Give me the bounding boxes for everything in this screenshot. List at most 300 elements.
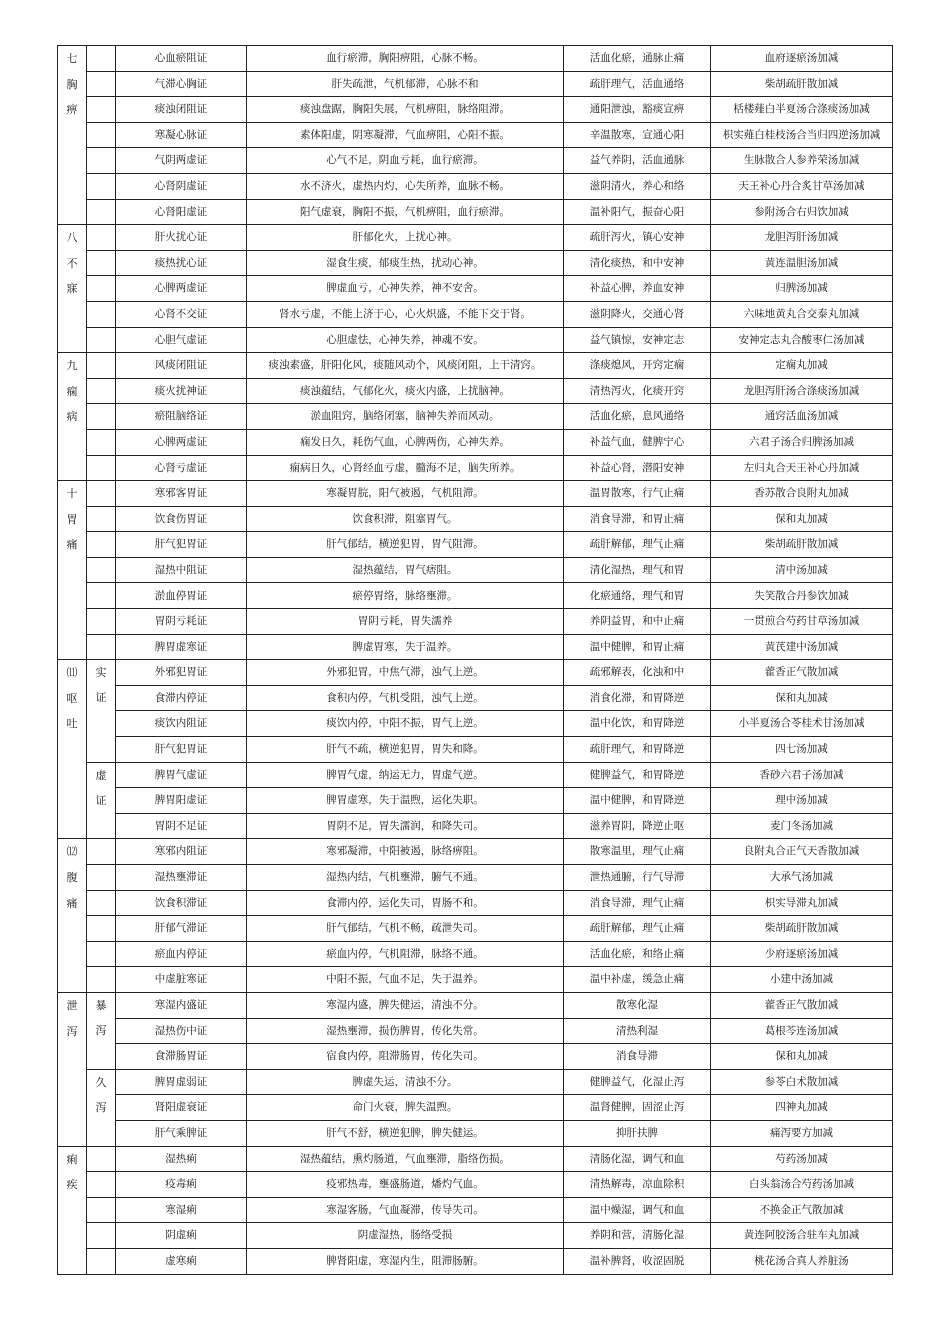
pathogenesis-text: 外邪犯胃，中焦气滞，浊气上逆。 <box>247 660 564 686</box>
pathogenesis-text: 痫病日久，心肾经血亏虚，髓海不足，脑失所养。 <box>247 455 564 481</box>
subtype-label-char: 虚 <box>95 768 107 782</box>
syndrome-name: 湿热壅滞证 <box>116 865 247 891</box>
treatment-principle: 滋阴清火，养心和络 <box>564 173 711 199</box>
table-row <box>58 1120 893 1146</box>
disease-label-char: 泄 <box>66 998 78 1012</box>
table-row <box>58 583 893 609</box>
disease-label-char: 呕 <box>66 691 78 705</box>
formula-name: 大承气汤加减 <box>711 865 893 891</box>
formula-name: 保和丸加减 <box>711 685 893 711</box>
syndrome-name: 肾阳虚衰证 <box>116 1095 247 1121</box>
table-row <box>58 660 893 686</box>
pathogenesis-text: 疫邪热毒，壅盛肠道，燔灼气血。 <box>247 1172 564 1198</box>
treatment-principle: 疏肝解郁，理气止痛 <box>564 916 711 942</box>
syndrome-name: 寒邪客胃证 <box>116 481 247 507</box>
syndrome-name: 心血瘀阻证 <box>116 46 247 72</box>
formula-name: 不换金正气散加减 <box>711 1197 893 1223</box>
pathogenesis-text: 湿食生痰，郁痰生热，扰动心神。 <box>247 250 564 276</box>
treatment-principle: 滋养胃阴，降逆止呕 <box>564 813 711 839</box>
pathogenesis-text: 脾虚胃寒，失于温养。 <box>247 634 564 660</box>
table-row <box>58 225 893 251</box>
disease-label <box>58 46 87 225</box>
table-row <box>58 1095 893 1121</box>
syndrome-name: 痰浊闭阻证 <box>116 97 247 123</box>
disease-label <box>58 660 87 839</box>
treatment-principle: 益气镇惊，安神定志 <box>564 327 711 353</box>
table-row <box>58 992 893 1018</box>
blank-subtype-cell <box>87 97 116 123</box>
blank-subtype-cell <box>87 173 116 199</box>
blank-subtype-cell <box>87 327 116 353</box>
table-row <box>58 327 893 353</box>
treatment-principle: 清热利湿 <box>564 1018 711 1044</box>
formula-name: 香砂六君子汤加减 <box>711 762 893 788</box>
table-row <box>58 1069 893 1095</box>
disease-label-char: 十 <box>66 487 78 501</box>
pathogenesis-text: 痰浊素盛，肝阳化风，痰随风动个，风痰闭阻，上干清窍。 <box>247 353 564 379</box>
subtype-label-char: 泻 <box>95 1100 107 1114</box>
pathogenesis-text: 阳气虚衰，胸阳不振，气机痹阻，血行瘀滞。 <box>247 199 564 225</box>
table-row <box>58 1146 893 1172</box>
formula-name: 血府逐瘀汤加减 <box>711 46 893 72</box>
syndrome-name: 脾胃气虚证 <box>116 762 247 788</box>
syndrome-table-sheet <box>57 45 892 1297</box>
disease-label-char: 痫 <box>66 384 78 398</box>
disease-label-char: 痢 <box>66 1152 78 1166</box>
treatment-principle: 泄热通腑，行气导滞 <box>564 865 711 891</box>
syndrome-name: 寒湿痢 <box>116 1197 247 1223</box>
treatment-principle: 养阴益胃，和中止痛 <box>564 609 711 635</box>
table-row <box>58 711 893 737</box>
subtype-label <box>87 1069 116 1146</box>
blank-subtype-cell <box>87 941 116 967</box>
table-row <box>58 916 893 942</box>
syndrome-name: 胃阴不足证 <box>116 813 247 839</box>
treatment-principle: 温中化饮，和胃降逆 <box>564 711 711 737</box>
pathogenesis-text: 肝气不疏，横逆犯胃，胃失和降。 <box>247 737 564 763</box>
table-row <box>58 506 893 532</box>
disease-label-char: 寐 <box>66 282 78 296</box>
formula-name: 保和丸加减 <box>711 1044 893 1070</box>
formula-name: 白头翁汤合芍药汤加减 <box>711 1172 893 1198</box>
pathogenesis-text: 肾水亏虚，不能上济于心，心火炽盛，不能下交于肾。 <box>247 301 564 327</box>
table-row <box>58 557 893 583</box>
blank-subtype-cell <box>87 225 116 251</box>
formula-name: 柴胡疏肝散加减 <box>711 71 893 97</box>
syndrome-name: 湿热伤中证 <box>116 1018 247 1044</box>
blank-subtype-cell <box>87 378 116 404</box>
formula-name: 良附丸合正气天香散加减 <box>711 839 893 865</box>
subtype-label <box>87 992 116 1069</box>
treatment-principle: 补益心脾，养血安神 <box>564 276 711 302</box>
formula-name: 香苏散合良附丸加减 <box>711 481 893 507</box>
syndrome-name: 心脾两虚证 <box>116 276 247 302</box>
formula-name: 理中汤加减 <box>711 788 893 814</box>
treatment-principle: 活血化瘀，和络止痛 <box>564 941 711 967</box>
syndrome-name: 风痰闭阻证 <box>116 353 247 379</box>
syndrome-name: 胃阴亏耗证 <box>116 609 247 635</box>
blank-subtype-cell <box>87 481 116 507</box>
table-row <box>58 532 893 558</box>
pathogenesis-text: 湿热壅滞，损伤脾胃，传化失常。 <box>247 1018 564 1044</box>
treatment-principle: 疏肝泻火，镇心安神 <box>564 225 711 251</box>
formula-name: 栝楼薤白半夏汤合涤痰汤加减 <box>711 97 893 123</box>
treatment-principle: 化瘀通络，理气和胃 <box>564 583 711 609</box>
subtype-label <box>87 660 116 762</box>
pathogenesis-text: 寒湿内盛，脾失健运，清浊不分。 <box>247 992 564 1018</box>
pathogenesis-text: 脾肾阳虚，寒湿内生，阻滞肠腑。 <box>247 1248 564 1274</box>
formula-name: 小建中汤加减 <box>711 967 893 993</box>
table-row <box>58 173 893 199</box>
treatment-principle: 通阳泄浊，豁痰宣痹 <box>564 97 711 123</box>
pathogenesis-text: 痰浊盘踞，胸阳失展，气机痹阻，脉络阻滞。 <box>247 97 564 123</box>
formula-name: 葛根芩连汤加减 <box>711 1018 893 1044</box>
table-row <box>58 941 893 967</box>
table-row <box>58 97 893 123</box>
table-row <box>58 46 893 72</box>
table-row <box>58 762 893 788</box>
syndrome-name: 气阴两虚证 <box>116 148 247 174</box>
formula-name: 黄连温胆汤加减 <box>711 250 893 276</box>
syndrome-name: 心脾两虚证 <box>116 429 247 455</box>
table-row <box>58 1248 893 1274</box>
treatment-principle: 清化痰热，和中安神 <box>564 250 711 276</box>
treatment-principle: 清肠化湿，调气和血 <box>564 1146 711 1172</box>
table-row <box>58 634 893 660</box>
blank-subtype-cell <box>87 148 116 174</box>
subtype-label-char: 久 <box>95 1075 107 1089</box>
syndrome-table <box>57 45 893 1275</box>
treatment-principle: 抑肝扶脾 <box>564 1120 711 1146</box>
pathogenesis-text: 阴虚湿热，肠络受损 <box>247 1223 564 1249</box>
pathogenesis-text: 宿食内停，阻滞肠胃，传化失司。 <box>247 1044 564 1070</box>
pathogenesis-text: 水不济火，虚热内灼，心失所养，血脉不畅。 <box>247 173 564 199</box>
pathogenesis-text: 心胆虚怯，心神失养，神魂不安。 <box>247 327 564 353</box>
syndrome-name: 湿热痢 <box>116 1146 247 1172</box>
pathogenesis-text: 食积内停，气机受阻，浊气上逆。 <box>247 685 564 711</box>
formula-name: 黄连阿胶汤合驻车丸加减 <box>711 1223 893 1249</box>
blank-subtype-cell <box>87 1197 116 1223</box>
pathogenesis-text: 湿热内结，气机壅滞，腑气不通。 <box>247 865 564 891</box>
pathogenesis-text: 痰浊蕴结，气郁化火，痰火内盛，上扰脑神。 <box>247 378 564 404</box>
blank-subtype-cell <box>87 199 116 225</box>
blank-subtype-cell <box>87 250 116 276</box>
treatment-principle: 涤痰熄风，开窍定痫 <box>564 353 711 379</box>
treatment-principle: 益气养阴，活血通脉 <box>564 148 711 174</box>
pathogenesis-text: 寒凝胃脘，阳气被遏，气机阻滞。 <box>247 481 564 507</box>
pathogenesis-text: 胃阴亏耗，胃失濡养 <box>247 609 564 635</box>
pathogenesis-text: 肝气郁结，气机不畅，疏泄失司。 <box>247 916 564 942</box>
formula-name: 天王补心丹合炙甘草汤加减 <box>711 173 893 199</box>
treatment-principle: 温中健脾，和胃止痛 <box>564 634 711 660</box>
disease-label-char: 不 <box>66 256 78 270</box>
blank-subtype-cell <box>87 301 116 327</box>
formula-name: 柴胡疏肝散加减 <box>711 532 893 558</box>
table-row <box>58 865 893 891</box>
subtype-label-char: 泻 <box>95 1023 107 1037</box>
disease-label-char: 痛 <box>66 896 78 910</box>
treatment-principle: 温补脾肾，收涩固脱 <box>564 1248 711 1274</box>
disease-label-char: 病 <box>66 410 78 424</box>
formula-name: 芍药汤加减 <box>711 1146 893 1172</box>
blank-subtype-cell <box>87 609 116 635</box>
disease-label <box>58 225 87 353</box>
pathogenesis-text: 淤血阻窍，脑络闭塞，脑神失养而风动。 <box>247 404 564 430</box>
treatment-principle: 消食导滞 <box>564 1044 711 1070</box>
syndrome-name: 阴虚痢 <box>116 1223 247 1249</box>
table-row <box>58 788 893 814</box>
blank-subtype-cell <box>87 506 116 532</box>
pathogenesis-text: 瘀停胃络，脉络壅滞。 <box>247 583 564 609</box>
treatment-principle: 健脾益气，化湿止泻 <box>564 1069 711 1095</box>
blank-subtype-cell <box>87 865 116 891</box>
formula-name: 小半夏汤合苓桂术甘汤加减 <box>711 711 893 737</box>
table-row <box>58 1197 893 1223</box>
syndrome-name: 瘀阻脑络证 <box>116 404 247 430</box>
formula-name: 安神定志丸合酸枣仁汤加减 <box>711 327 893 353</box>
blank-subtype-cell <box>87 634 116 660</box>
formula-name: 藿香正气散加减 <box>711 660 893 686</box>
disease-label <box>58 1146 87 1274</box>
formula-name: 归脾汤加减 <box>711 276 893 302</box>
table-row <box>58 301 893 327</box>
blank-subtype-cell <box>87 916 116 942</box>
blank-subtype-cell <box>87 1223 116 1249</box>
subtype-label-char: 实 <box>95 666 107 680</box>
treatment-principle: 辛温散寒，宣通心阳 <box>564 122 711 148</box>
syndrome-name: 肝火扰心证 <box>116 225 247 251</box>
table-row <box>58 378 893 404</box>
blank-subtype-cell <box>87 967 116 993</box>
syndrome-name: 肝气犯胃证 <box>116 532 247 558</box>
blank-subtype-cell <box>87 532 116 558</box>
syndrome-name: 饮食积滞证 <box>116 890 247 916</box>
syndrome-name: 中虚脏寒证 <box>116 967 247 993</box>
subtype-label <box>87 762 116 839</box>
formula-name: 六君子汤合归脾汤加减 <box>711 429 893 455</box>
disease-label-char: 泻 <box>66 1024 78 1038</box>
syndrome-name: 肝郁气滞证 <box>116 916 247 942</box>
disease-label-char: 八 <box>66 231 78 245</box>
treatment-principle: 消食化滞，和胃降逆 <box>564 685 711 711</box>
subtype-label-char: 证 <box>95 691 107 705</box>
blank-subtype-cell <box>87 429 116 455</box>
pathogenesis-text: 胃阴不足，胃失濡润，和降失司。 <box>247 813 564 839</box>
disease-label <box>58 839 87 993</box>
table-row <box>58 404 893 430</box>
table-row <box>58 481 893 507</box>
treatment-principle: 温胃散寒，行气止痛 <box>564 481 711 507</box>
formula-name: 枳实导滞丸加减 <box>711 890 893 916</box>
formula-name: 柴胡疏肝散加减 <box>711 916 893 942</box>
table-row <box>58 148 893 174</box>
syndrome-name: 肝气乘脾证 <box>116 1120 247 1146</box>
pathogenesis-text: 脾胃气虚，纳运无力，胃虚气逆。 <box>247 762 564 788</box>
formula-name: 四七汤加减 <box>711 737 893 763</box>
formula-name: 桃花汤合真人养脏汤 <box>711 1248 893 1274</box>
syndrome-name: 痰饮内阻证 <box>116 711 247 737</box>
table-row <box>58 122 893 148</box>
disease-label-char: 痛 <box>66 538 78 552</box>
table-row <box>58 71 893 97</box>
table-row <box>58 250 893 276</box>
blank-subtype-cell <box>87 353 116 379</box>
blank-subtype-cell <box>87 276 116 302</box>
table-row <box>58 967 893 993</box>
treatment-principle: 疏肝理气，活血通络 <box>564 71 711 97</box>
pathogenesis-text: 肝郁化火，上扰心神。 <box>247 225 564 251</box>
blank-subtype-cell <box>87 404 116 430</box>
formula-name: 清中汤加减 <box>711 557 893 583</box>
formula-name: 四神丸加减 <box>711 1095 893 1121</box>
syndrome-name: 脾胃虚寒证 <box>116 634 247 660</box>
syndrome-name: 瘀血内停证 <box>116 941 247 967</box>
syndrome-name: 食滞内停证 <box>116 685 247 711</box>
blank-subtype-cell <box>87 1248 116 1274</box>
treatment-principle: 温补阳气，振奋心阳 <box>564 199 711 225</box>
syndrome-name: 痰火扰神证 <box>116 378 247 404</box>
formula-name: 生脉散合人参养荣汤加减 <box>711 148 893 174</box>
treatment-principle: 清化湿热，理气和胃 <box>564 557 711 583</box>
formula-name: 失笑散合丹参饮加减 <box>711 583 893 609</box>
disease-label-char: 胃 <box>66 512 78 526</box>
table-row <box>58 839 893 865</box>
pathogenesis-text: 痫发日久，耗伤气血，心脾两伤，心神失养。 <box>247 429 564 455</box>
pathogenesis-text: 肝失疏泄，气机郁滞，心脉不和 <box>247 71 564 97</box>
disease-label <box>58 481 87 660</box>
pathogenesis-text: 肝气郁结，横逆犯胃，胃气阻滞。 <box>247 532 564 558</box>
pathogenesis-text: 湿热蕴结，熏灼肠道，气血壅滞，脂络伤损。 <box>247 1146 564 1172</box>
syndrome-name: 淤血停胃证 <box>116 583 247 609</box>
syndrome-name: 食滞肠胃证 <box>116 1044 247 1070</box>
syndrome-name: 心肾阳虚证 <box>116 199 247 225</box>
blank-subtype-cell <box>87 583 116 609</box>
disease-label <box>58 353 87 481</box>
blank-subtype-cell <box>87 455 116 481</box>
disease-label-char: 腹 <box>66 871 78 884</box>
disease-label-char: ⑿ <box>66 845 78 859</box>
table-row <box>58 1223 893 1249</box>
formula-name: 黄芪建中汤加减 <box>711 634 893 660</box>
treatment-principle: 散寒化湿 <box>564 992 711 1018</box>
formula-name: 麦门冬汤加减 <box>711 813 893 839</box>
treatment-principle: 清热解毒，凉血除积 <box>564 1172 711 1198</box>
treatment-principle: 消食导滞，理气止痛 <box>564 890 711 916</box>
formula-name: 枳实薤白桂枝汤合当归四逆汤加减 <box>711 122 893 148</box>
syndrome-name: 寒凝心脉证 <box>116 122 247 148</box>
treatment-principle: 活血化瘀，息风通络 <box>564 404 711 430</box>
blank-subtype-cell <box>87 557 116 583</box>
formula-name: 痛泻要方加减 <box>711 1120 893 1146</box>
formula-name: 龙胆泻肝汤加减 <box>711 225 893 251</box>
treatment-principle: 温中补虚，缓急止痛 <box>564 967 711 993</box>
table-row <box>58 1044 893 1070</box>
table-row <box>58 276 893 302</box>
pathogenesis-text: 血行瘀滞，胸阳痹阻，心脉不畅。 <box>247 46 564 72</box>
syndrome-name: 痰热扰心证 <box>116 250 247 276</box>
table-row <box>58 609 893 635</box>
pathogenesis-text: 肝气不舒，横逆犯脾，脾失健运。 <box>247 1120 564 1146</box>
syndrome-name: 气滞心胸证 <box>116 71 247 97</box>
treatment-principle: 散寒温里，理气止痛 <box>564 839 711 865</box>
table-row <box>58 890 893 916</box>
pathogenesis-text: 心气不足，阴血亏耗，血行瘀滞。 <box>247 148 564 174</box>
pathogenesis-text: 脾虚失运，清浊不分。 <box>247 1069 564 1095</box>
formula-name: 左归丸合天王补心丹加减 <box>711 455 893 481</box>
table-row <box>58 685 893 711</box>
syndrome-name: 心肾不交证 <box>116 301 247 327</box>
treatment-principle: 温肾健脾，固涩止泻 <box>564 1095 711 1121</box>
table-row <box>58 429 893 455</box>
pathogenesis-text: 寒湿客肠，气血凝滞，传导失司。 <box>247 1197 564 1223</box>
subtype-label-char: 证 <box>95 793 107 807</box>
syndrome-name: 疫毒痢 <box>116 1172 247 1198</box>
pathogenesis-text: 中阳不振，气血不足，失于温养。 <box>247 967 564 993</box>
pathogenesis-text: 素体阳虚，阴寒凝滞，气血痹阻，心阳不振。 <box>247 122 564 148</box>
formula-name: 参附汤合右归饮加减 <box>711 199 893 225</box>
syndrome-name: 脾胃阳虚证 <box>116 788 247 814</box>
disease-label-char: 痹 <box>66 103 78 117</box>
treatment-principle: 消食导滞，和胃止痛 <box>564 506 711 532</box>
formula-name: 通窍活血汤加减 <box>711 404 893 430</box>
syndrome-name: 脾胃虚弱证 <box>116 1069 247 1095</box>
disease-label-char: 胸 <box>66 77 78 91</box>
blank-subtype-cell <box>87 890 116 916</box>
treatment-principle: 补益气血，健脾宁心 <box>564 429 711 455</box>
table-row <box>58 1172 893 1198</box>
disease-label-char: 疾 <box>66 1178 78 1192</box>
pathogenesis-text: 食滞内停，运化失司，胃肠不和。 <box>247 890 564 916</box>
treatment-principle: 补益心肾，潜阳安神 <box>564 455 711 481</box>
treatment-principle: 清热泻火，化痰开窍 <box>564 378 711 404</box>
syndrome-name: 心胆气虚证 <box>116 327 247 353</box>
treatment-principle: 疏邪解表，化浊和中 <box>564 660 711 686</box>
table-row <box>58 199 893 225</box>
syndrome-name: 寒湿内盛证 <box>116 992 247 1018</box>
syndrome-name: 饮食伤胃证 <box>116 506 247 532</box>
formula-name: 参苓白术散加减 <box>711 1069 893 1095</box>
disease-label-char: 吐 <box>66 717 78 731</box>
formula-name: 一贯煎合芍药甘草汤加减 <box>711 609 893 635</box>
treatment-principle: 健脾益气，和胃降逆 <box>564 762 711 788</box>
blank-subtype-cell <box>87 839 116 865</box>
pathogenesis-text: 饮食积滞，阻塞胃气。 <box>247 506 564 532</box>
syndrome-name: 心肾亏虚证 <box>116 455 247 481</box>
blank-subtype-cell <box>87 122 116 148</box>
formula-name: 定痫丸加减 <box>711 353 893 379</box>
syndrome-name: 心肾阴虚证 <box>116 173 247 199</box>
treatment-principle: 活血化瘀，通脉止痛 <box>564 46 711 72</box>
table-row <box>58 813 893 839</box>
syndrome-name: 寒邪内阻证 <box>116 839 247 865</box>
pathogenesis-text: 痰饮内停，中阳不振，胃气上逆。 <box>247 711 564 737</box>
formula-name: 六味地黄丸合交泰丸加减 <box>711 301 893 327</box>
pathogenesis-text: 寒邪凝滞，中阳被遏，脉络痹阻。 <box>247 839 564 865</box>
formula-name: 少府逐瘀汤加减 <box>711 941 893 967</box>
treatment-principle: 疏肝理气，和胃降逆 <box>564 737 711 763</box>
syndrome-name: 湿热中阻证 <box>116 557 247 583</box>
treatment-principle: 温中健脾，和胃降逆 <box>564 788 711 814</box>
table-row <box>58 353 893 379</box>
pathogenesis-text: 脾胃虚寒，失于温煦，运化失职。 <box>247 788 564 814</box>
treatment-principle: 养阴和营，清肠化湿 <box>564 1223 711 1249</box>
table-row <box>58 737 893 763</box>
blank-subtype-cell <box>87 46 116 72</box>
pathogenesis-text: 瘀血内停，气机阻滞，脉络不通。 <box>247 941 564 967</box>
syndrome-name: 外邪犯胃证 <box>116 660 247 686</box>
subtype-label-char: 暴 <box>95 998 107 1012</box>
pathogenesis-text: 湿热蕴结，胃气痞阻。 <box>247 557 564 583</box>
